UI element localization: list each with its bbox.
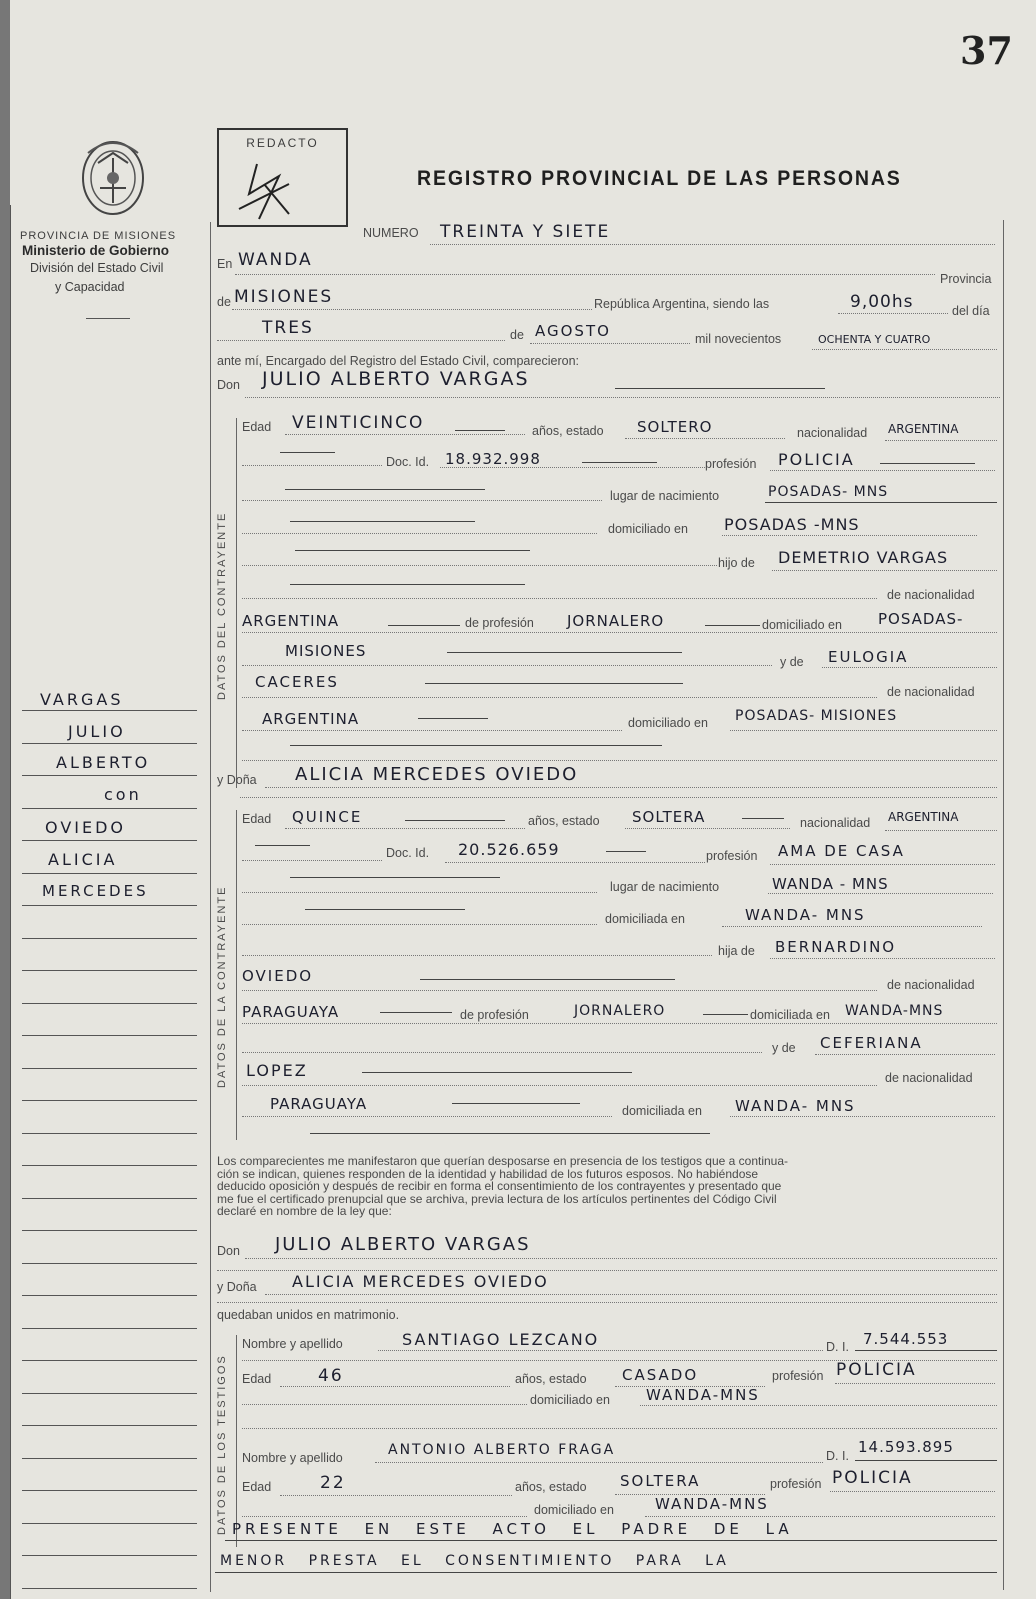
label-de: de bbox=[217, 295, 231, 309]
label-w2-prof: profesión bbox=[770, 1477, 822, 1491]
label-republica: República Argentina, siendo las bbox=[594, 297, 770, 311]
margin-ruled-line bbox=[22, 1393, 197, 1394]
province-name: PROVINCIA DE MISIONES bbox=[20, 230, 177, 242]
redacto-box bbox=[217, 128, 348, 227]
w2-nombre: ANTONIO ALBERTO FRAGA bbox=[388, 1442, 616, 1458]
label-bride-edad: Edad bbox=[242, 812, 272, 826]
groom-edad: VEINTICINCO bbox=[292, 413, 425, 433]
bride-madre-nac: PARAGUAYA bbox=[270, 1095, 368, 1113]
label-bride-mnac: de nacionalidad bbox=[885, 1071, 973, 1085]
bride-lugar: WANDA - MNS bbox=[772, 875, 889, 893]
margin-note: con bbox=[104, 785, 142, 804]
line-bride-estado bbox=[625, 828, 790, 829]
label-groom-nac: nacionalidad bbox=[797, 426, 868, 440]
margin-note: VARGAS bbox=[40, 690, 124, 709]
line-don-dots bbox=[245, 397, 1000, 398]
label-bride-hija: hija de bbox=[718, 944, 755, 958]
note-line-1: PRESENTE EN ESTE ACTO EL PADRE DE LA bbox=[232, 1520, 793, 1538]
groom-doc-dash bbox=[280, 452, 335, 453]
label-groom-pnac: de nacionalidad bbox=[887, 588, 975, 602]
margin-ruled-line bbox=[22, 1555, 197, 1556]
line-bride-madre bbox=[815, 1054, 995, 1055]
groom-hijo-dash bbox=[295, 550, 530, 551]
groom-block-border bbox=[236, 418, 237, 788]
groom-profesion: POLICIA bbox=[778, 450, 855, 469]
groom-prof-dash bbox=[880, 463, 975, 464]
line-note-2 bbox=[215, 1572, 997, 1573]
paragraph-line: deducido oposición y después de recibir en forma el consentimiento de los contrayentes y presentado que bbox=[217, 1179, 782, 1193]
label-groom-mdom: domiciliado en bbox=[628, 716, 708, 730]
label-don: Don bbox=[217, 378, 240, 392]
line-hora bbox=[838, 313, 948, 314]
margin-ruled-line bbox=[22, 1035, 197, 1036]
line-groom-mdom-pre bbox=[242, 730, 622, 731]
groom-mnac-dash bbox=[418, 718, 488, 719]
margin-ruled-line bbox=[22, 970, 197, 971]
margin-ruled-line bbox=[22, 1425, 197, 1426]
margin-ruled-line bbox=[22, 1523, 197, 1524]
line-groom-hijo-pre bbox=[242, 565, 717, 566]
label-numero: NUMERO bbox=[363, 226, 419, 240]
margin-ruled-line bbox=[22, 1165, 197, 1166]
bride-pap-dash bbox=[420, 979, 675, 980]
line-groom-estado bbox=[625, 438, 785, 439]
margin-ruled-line bbox=[22, 1490, 197, 1491]
line-w1-edad bbox=[280, 1386, 510, 1387]
w1-profesion: POLICIA bbox=[836, 1360, 917, 1380]
field-don: JULIO ALBERTO VARGAS bbox=[262, 368, 530, 390]
margin-ruled-line bbox=[22, 1458, 197, 1459]
redacto-label: REDACTO bbox=[246, 136, 319, 150]
paragraph-line: declaré en nombre de la ley que: bbox=[217, 1204, 392, 1218]
bride-doc-dash2 bbox=[606, 851, 646, 852]
label-groom-pdom: domiciliado en bbox=[762, 618, 842, 632]
label-groom-yde: y de bbox=[780, 655, 804, 669]
line-groom-pdom bbox=[242, 632, 997, 633]
margin-ruled-line bbox=[22, 1198, 197, 1199]
line-groom-dom-pre bbox=[242, 533, 597, 534]
label-groom-mnac: de nacionalidad bbox=[887, 685, 975, 699]
margin-ruled-line bbox=[22, 1588, 197, 1589]
label-bride-doc: Doc. Id. bbox=[386, 846, 430, 860]
field-dona: ALICIA MERCEDES OVIEDO bbox=[295, 764, 579, 785]
label-w1-nombre: Nombre y apellido bbox=[242, 1337, 343, 1351]
groom-padre-nac: ARGENTINA bbox=[242, 612, 340, 630]
capacity-name: y Capacidad bbox=[55, 280, 125, 294]
groom-madre-dom: POSADAS- MISIONES bbox=[735, 708, 898, 724]
label-groom-pprof: de profesión bbox=[465, 616, 534, 630]
page-edge-left bbox=[0, 0, 10, 1599]
line-groom-doc bbox=[440, 467, 705, 468]
groom-doc: 18.932.998 bbox=[445, 450, 541, 468]
line-numero bbox=[430, 244, 995, 245]
margin-ruled-line bbox=[22, 873, 197, 874]
w1-estado: CASADO bbox=[622, 1366, 699, 1384]
line-w2-prof bbox=[830, 1491, 995, 1492]
w1-nombre: SANTIAGO LEZCANO bbox=[402, 1330, 600, 1349]
label-w2-di: D. I. bbox=[826, 1449, 849, 1463]
label-groom-edad: Edad bbox=[242, 420, 272, 434]
label-w1-edad: Edad bbox=[242, 1372, 272, 1386]
redacto-signature bbox=[219, 154, 346, 224]
line-bride-mnac-pre bbox=[242, 1085, 877, 1086]
groom-madre: EULOGIA bbox=[828, 648, 909, 666]
margin-note: OVIEDO bbox=[45, 818, 126, 837]
line-bride-yde-pre bbox=[242, 1052, 762, 1053]
groom-dom-dash bbox=[290, 521, 475, 522]
label-w2-estado: años, estado bbox=[515, 1480, 587, 1494]
field-mes: AGOSTO bbox=[535, 322, 611, 340]
line-dona-2 bbox=[240, 797, 997, 798]
label-bride-prof: profesión bbox=[706, 849, 758, 863]
line-decl-don-2 bbox=[217, 1270, 997, 1271]
groom-edad-dash bbox=[455, 430, 505, 431]
line-w1-dom-pre bbox=[242, 1404, 527, 1405]
w2-edad: 22 bbox=[320, 1473, 346, 1493]
line-decl-dona bbox=[265, 1294, 997, 1295]
margin-ruled-line bbox=[22, 938, 197, 939]
label-w1-prof: profesión bbox=[772, 1369, 824, 1383]
line-don bbox=[615, 388, 825, 389]
field-anio: OCHENTA Y CUATRO bbox=[818, 333, 931, 346]
margin-note: ALBERTO bbox=[56, 753, 151, 772]
bride-mnac-dash bbox=[452, 1103, 580, 1104]
line-groom-doc-pre bbox=[242, 465, 382, 466]
bride-pnac-dash bbox=[380, 1012, 452, 1013]
label-groom-estado: años, estado bbox=[532, 424, 604, 438]
note-line-2: MENOR PRESTA EL CONSENTIMIENTO PARA LA bbox=[220, 1553, 729, 1569]
field-hora: 9,00hs bbox=[850, 292, 914, 312]
line-groom-madre bbox=[822, 667, 997, 668]
line-bride-padre bbox=[770, 958, 995, 959]
label-bride-mdom: domiciliada en bbox=[622, 1104, 702, 1118]
label-bride-yde: y de bbox=[772, 1041, 796, 1055]
line-groom-edad bbox=[285, 434, 525, 435]
header-divider bbox=[86, 318, 130, 319]
line-bride-dom bbox=[722, 926, 982, 927]
line-groom-mnac-pre bbox=[242, 697, 877, 698]
line-groom-pnac-pre bbox=[242, 598, 877, 599]
w2-profesion: POLICIA bbox=[832, 1468, 913, 1488]
margin-ruled-line bbox=[22, 710, 197, 711]
label-w1-di: D. I. bbox=[826, 1340, 849, 1354]
label-decl-dona: y Doña bbox=[217, 1280, 257, 1294]
line-bride-pnac-pre bbox=[242, 990, 877, 991]
margin-ruled-line bbox=[22, 1295, 197, 1296]
margin-ruled-line bbox=[22, 775, 197, 776]
groom-estado: SOLTERO bbox=[637, 418, 713, 436]
line-bride-lugar bbox=[768, 893, 993, 894]
margin-ruled-line bbox=[22, 1360, 197, 1361]
label-bride-pnac: de nacionalidad bbox=[887, 978, 975, 992]
label-bride-estado: años, estado bbox=[528, 814, 600, 828]
line-bride-edad bbox=[285, 828, 525, 829]
label-en: En bbox=[217, 257, 233, 271]
label-w1-dom: domiciliado en bbox=[530, 1393, 610, 1407]
groom-domicilio: POSADAS -MNS bbox=[724, 515, 860, 534]
line-de bbox=[232, 309, 592, 310]
line-bride-dom-pre bbox=[242, 924, 597, 925]
label-bride-pdom: domiciliada en bbox=[750, 1008, 830, 1022]
bride-estado: SOLTERA bbox=[632, 808, 706, 826]
bride-doc-dash bbox=[255, 845, 310, 846]
label-bride-pprof: de profesión bbox=[460, 1008, 529, 1022]
w1-edad: 46 bbox=[318, 1366, 344, 1386]
margin-note: MERCEDES bbox=[42, 882, 149, 900]
label-w2-nombre: Nombre y apellido bbox=[242, 1451, 343, 1465]
decl-don: JULIO ALBERTO VARGAS bbox=[275, 1234, 531, 1255]
margin-ruled-line bbox=[22, 905, 197, 906]
line-bride-lugar-pre bbox=[242, 892, 597, 893]
label-datos-testigos: DATOS DE LOS TESTIGOS bbox=[216, 1354, 228, 1535]
margin-ruled-line bbox=[22, 1100, 197, 1101]
paragraph-line: Los comparecientes me manifestaron que querían desposarse en presencia de los testigos que a continua- bbox=[217, 1154, 789, 1168]
line-groom-nac bbox=[885, 440, 997, 441]
line-bride-prof bbox=[770, 864, 995, 865]
line-w1-dom bbox=[640, 1405, 997, 1406]
groom-padre-dom: POSADAS- bbox=[878, 610, 964, 628]
label-datos-contrayente: DATOS DEL CONTRAYENTE bbox=[216, 511, 228, 700]
margin-ruled-line bbox=[22, 1003, 197, 1004]
groom-pdom2-dash bbox=[447, 652, 682, 653]
label-groom-prof: profesión bbox=[705, 457, 757, 471]
line-groom-prof bbox=[770, 470, 995, 471]
label-provincia: Provincia bbox=[940, 272, 992, 286]
line-w1-prof bbox=[835, 1383, 995, 1384]
line-decl-dona-2 bbox=[217, 1302, 997, 1303]
margin-ruled-line bbox=[22, 1263, 197, 1264]
groom-pprof-dash bbox=[705, 625, 760, 626]
label-groom-hijo: hijo de bbox=[718, 556, 755, 570]
label-mil: mil novecientos bbox=[695, 332, 782, 346]
label-groom-lugar: lugar de nacimiento bbox=[610, 489, 720, 503]
line-dia bbox=[217, 340, 505, 341]
witness-block-border bbox=[236, 1335, 237, 1547]
page-border-right bbox=[1003, 220, 1004, 1590]
paragraph-line: ción se indican, quienes responden de la identidad y habilidad de los futuros esposos. No habiéndose bbox=[217, 1166, 759, 1181]
bride-padre: BERNARDINO bbox=[775, 938, 897, 956]
line-en bbox=[235, 274, 935, 275]
margin-ruled-line bbox=[22, 1068, 197, 1069]
line-w2-dom bbox=[645, 1516, 995, 1517]
label-bride-lugar: lugar de nacimiento bbox=[610, 880, 720, 894]
bride-madre: CEFERIANA bbox=[820, 1034, 923, 1052]
bride-nacionalidad: ARGENTINA bbox=[888, 810, 959, 824]
bride-edad-dash bbox=[405, 820, 505, 821]
field-en: WANDA bbox=[238, 250, 313, 270]
division-name: División del Estado Civil bbox=[30, 261, 164, 275]
label-bride-nac: nacionalidad bbox=[800, 816, 871, 830]
page-number: 37 bbox=[960, 28, 1013, 73]
bride-lugar-dash bbox=[290, 877, 500, 878]
line-bride-pdom bbox=[242, 1023, 997, 1024]
groom-lugar: POSADAS- MNS bbox=[768, 484, 889, 500]
line-bride-mdom bbox=[730, 1116, 995, 1117]
bride-domicilio: WANDA- MNS bbox=[745, 906, 866, 924]
groom-madre-ap: CACERES bbox=[255, 673, 339, 691]
line-bride-nac bbox=[885, 830, 997, 831]
bride-padre-prof: JORNALERO bbox=[574, 1003, 666, 1019]
label-de-mes: de bbox=[510, 328, 524, 342]
line-note-1 bbox=[225, 1540, 997, 1541]
label-dona: y Doña bbox=[217, 773, 257, 787]
line-groom-dom bbox=[722, 535, 977, 536]
groom-pnac-dash bbox=[290, 584, 525, 585]
line-decl-don bbox=[245, 1258, 997, 1259]
groom-padre-dom2: MISIONES bbox=[285, 642, 367, 660]
margin-ruled-line bbox=[22, 808, 197, 809]
margin-note: JULIO bbox=[68, 722, 126, 741]
groom-lugar-dash bbox=[285, 489, 485, 490]
label-w2-dom: domiciliado en bbox=[534, 1503, 614, 1517]
page-border-left bbox=[10, 205, 11, 1599]
margin-ruled-line bbox=[22, 1328, 197, 1329]
margin-ruled-line bbox=[22, 1230, 197, 1231]
label-datos-la-contrayente: DATOS DE LA CONTRAYENTE bbox=[216, 885, 228, 1088]
line-groom-end bbox=[242, 760, 997, 761]
line-groom-lugar bbox=[765, 502, 997, 503]
groom-padre-prof: JORNALERO bbox=[567, 612, 665, 630]
margin-ruled-line bbox=[22, 840, 197, 841]
w1-di: 7.544.553 bbox=[863, 1330, 949, 1348]
label-groom-doc: Doc. Id. bbox=[386, 455, 430, 469]
bride-estado-dash bbox=[742, 818, 784, 819]
label-bride-dom: domiciliada en bbox=[605, 912, 685, 926]
label-decl-don: Don bbox=[217, 1244, 240, 1258]
line-groom-lugar-pre bbox=[242, 500, 602, 501]
bride-padre-nac: PARAGUAYA bbox=[242, 1003, 340, 1021]
w2-estado: SOLTERA bbox=[620, 1472, 701, 1490]
line-w2-edad bbox=[280, 1495, 512, 1496]
form-border-left bbox=[210, 222, 211, 1592]
groom-padre-nac-dash bbox=[388, 625, 460, 626]
paragraph-line: me fue el certificado prenupcial que se archiva, previa lectura de los artículos pertinentes del Código Civil bbox=[217, 1191, 777, 1206]
line-bride-mdom-pre bbox=[242, 1116, 612, 1117]
bride-padre-dom: WANDA-MNS bbox=[845, 1003, 944, 1019]
bride-pprof-dash bbox=[703, 1014, 748, 1015]
line-anio bbox=[812, 349, 997, 350]
bride-doc: 20.526.659 bbox=[458, 840, 560, 859]
line-bride-doc bbox=[445, 862, 705, 863]
line-w1-end bbox=[242, 1428, 997, 1429]
field-de: MISIONES bbox=[234, 287, 334, 307]
line-groom-padre bbox=[772, 570, 997, 571]
w2-di: 14.593.895 bbox=[858, 1438, 954, 1456]
w2-domicilio: WANDA-MNS bbox=[655, 1495, 769, 1513]
label-del-dia: del día bbox=[952, 304, 990, 318]
line-bride-doc-pre bbox=[242, 860, 382, 861]
line-w1-nombre bbox=[378, 1350, 823, 1351]
bride-block-border bbox=[236, 810, 237, 1140]
line-w1-di bbox=[855, 1350, 997, 1351]
ministry-name: Ministerio de Gobierno bbox=[22, 243, 170, 258]
line-bride-hija-pre bbox=[242, 955, 712, 956]
line-dona bbox=[265, 787, 997, 788]
line-w2-nombre bbox=[375, 1462, 823, 1463]
bride-madre-ap: LOPEZ bbox=[246, 1061, 308, 1080]
margin-note: ALICIA bbox=[48, 850, 118, 869]
field-numero: TREINTA Y SIETE bbox=[440, 222, 611, 242]
groom-madre-nac: ARGENTINA bbox=[262, 710, 360, 728]
groom-nacionalidad: ARGENTINA bbox=[888, 422, 959, 436]
bride-padre-ap: OVIEDO bbox=[242, 967, 314, 985]
label-w2-edad: Edad bbox=[242, 1480, 272, 1494]
groom-padre: DEMETRIO VARGAS bbox=[778, 548, 949, 567]
line-w2-dom-pre bbox=[242, 1516, 527, 1517]
groom-doc-dash2 bbox=[582, 462, 657, 463]
label-w1-estado: años, estado bbox=[515, 1372, 587, 1386]
declaration-paragraph bbox=[217, 1155, 997, 1218]
label-quedaban: quedaban unidos en matrimonio. bbox=[217, 1308, 400, 1322]
page-title: REGISTRO PROVINCIAL DE LAS PERSONAS bbox=[417, 167, 902, 190]
bride-dom-dash bbox=[305, 909, 465, 910]
groom-end-dash bbox=[290, 745, 662, 746]
label-groom-dom: domiciliado en bbox=[608, 522, 688, 536]
decl-dona: ALICIA MERCEDES OVIEDO bbox=[292, 1272, 549, 1291]
line-groom-mdom bbox=[730, 730, 997, 731]
line-groom-yde-pre bbox=[242, 665, 772, 666]
bride-profesion: AMA DE CASA bbox=[778, 842, 905, 860]
bride-map-dash bbox=[362, 1072, 632, 1073]
w1-domicilio: WANDA-MNS bbox=[646, 1386, 760, 1404]
line-w2-di bbox=[855, 1460, 997, 1461]
bride-end-dash bbox=[310, 1133, 710, 1134]
bride-madre-dom: WANDA- MNS bbox=[735, 1097, 856, 1115]
bride-edad: QUINCE bbox=[292, 808, 363, 826]
margin-ruled-line bbox=[22, 1133, 197, 1134]
margin-ruled-line bbox=[22, 743, 197, 744]
province-seal bbox=[78, 133, 148, 219]
line-mes bbox=[530, 343, 690, 344]
label-ante: ante mí, Encargado del Registro del Estado Civil, comparecieron: bbox=[217, 354, 579, 368]
field-dia: TRES bbox=[262, 318, 314, 338]
groom-map-dash bbox=[425, 683, 683, 684]
